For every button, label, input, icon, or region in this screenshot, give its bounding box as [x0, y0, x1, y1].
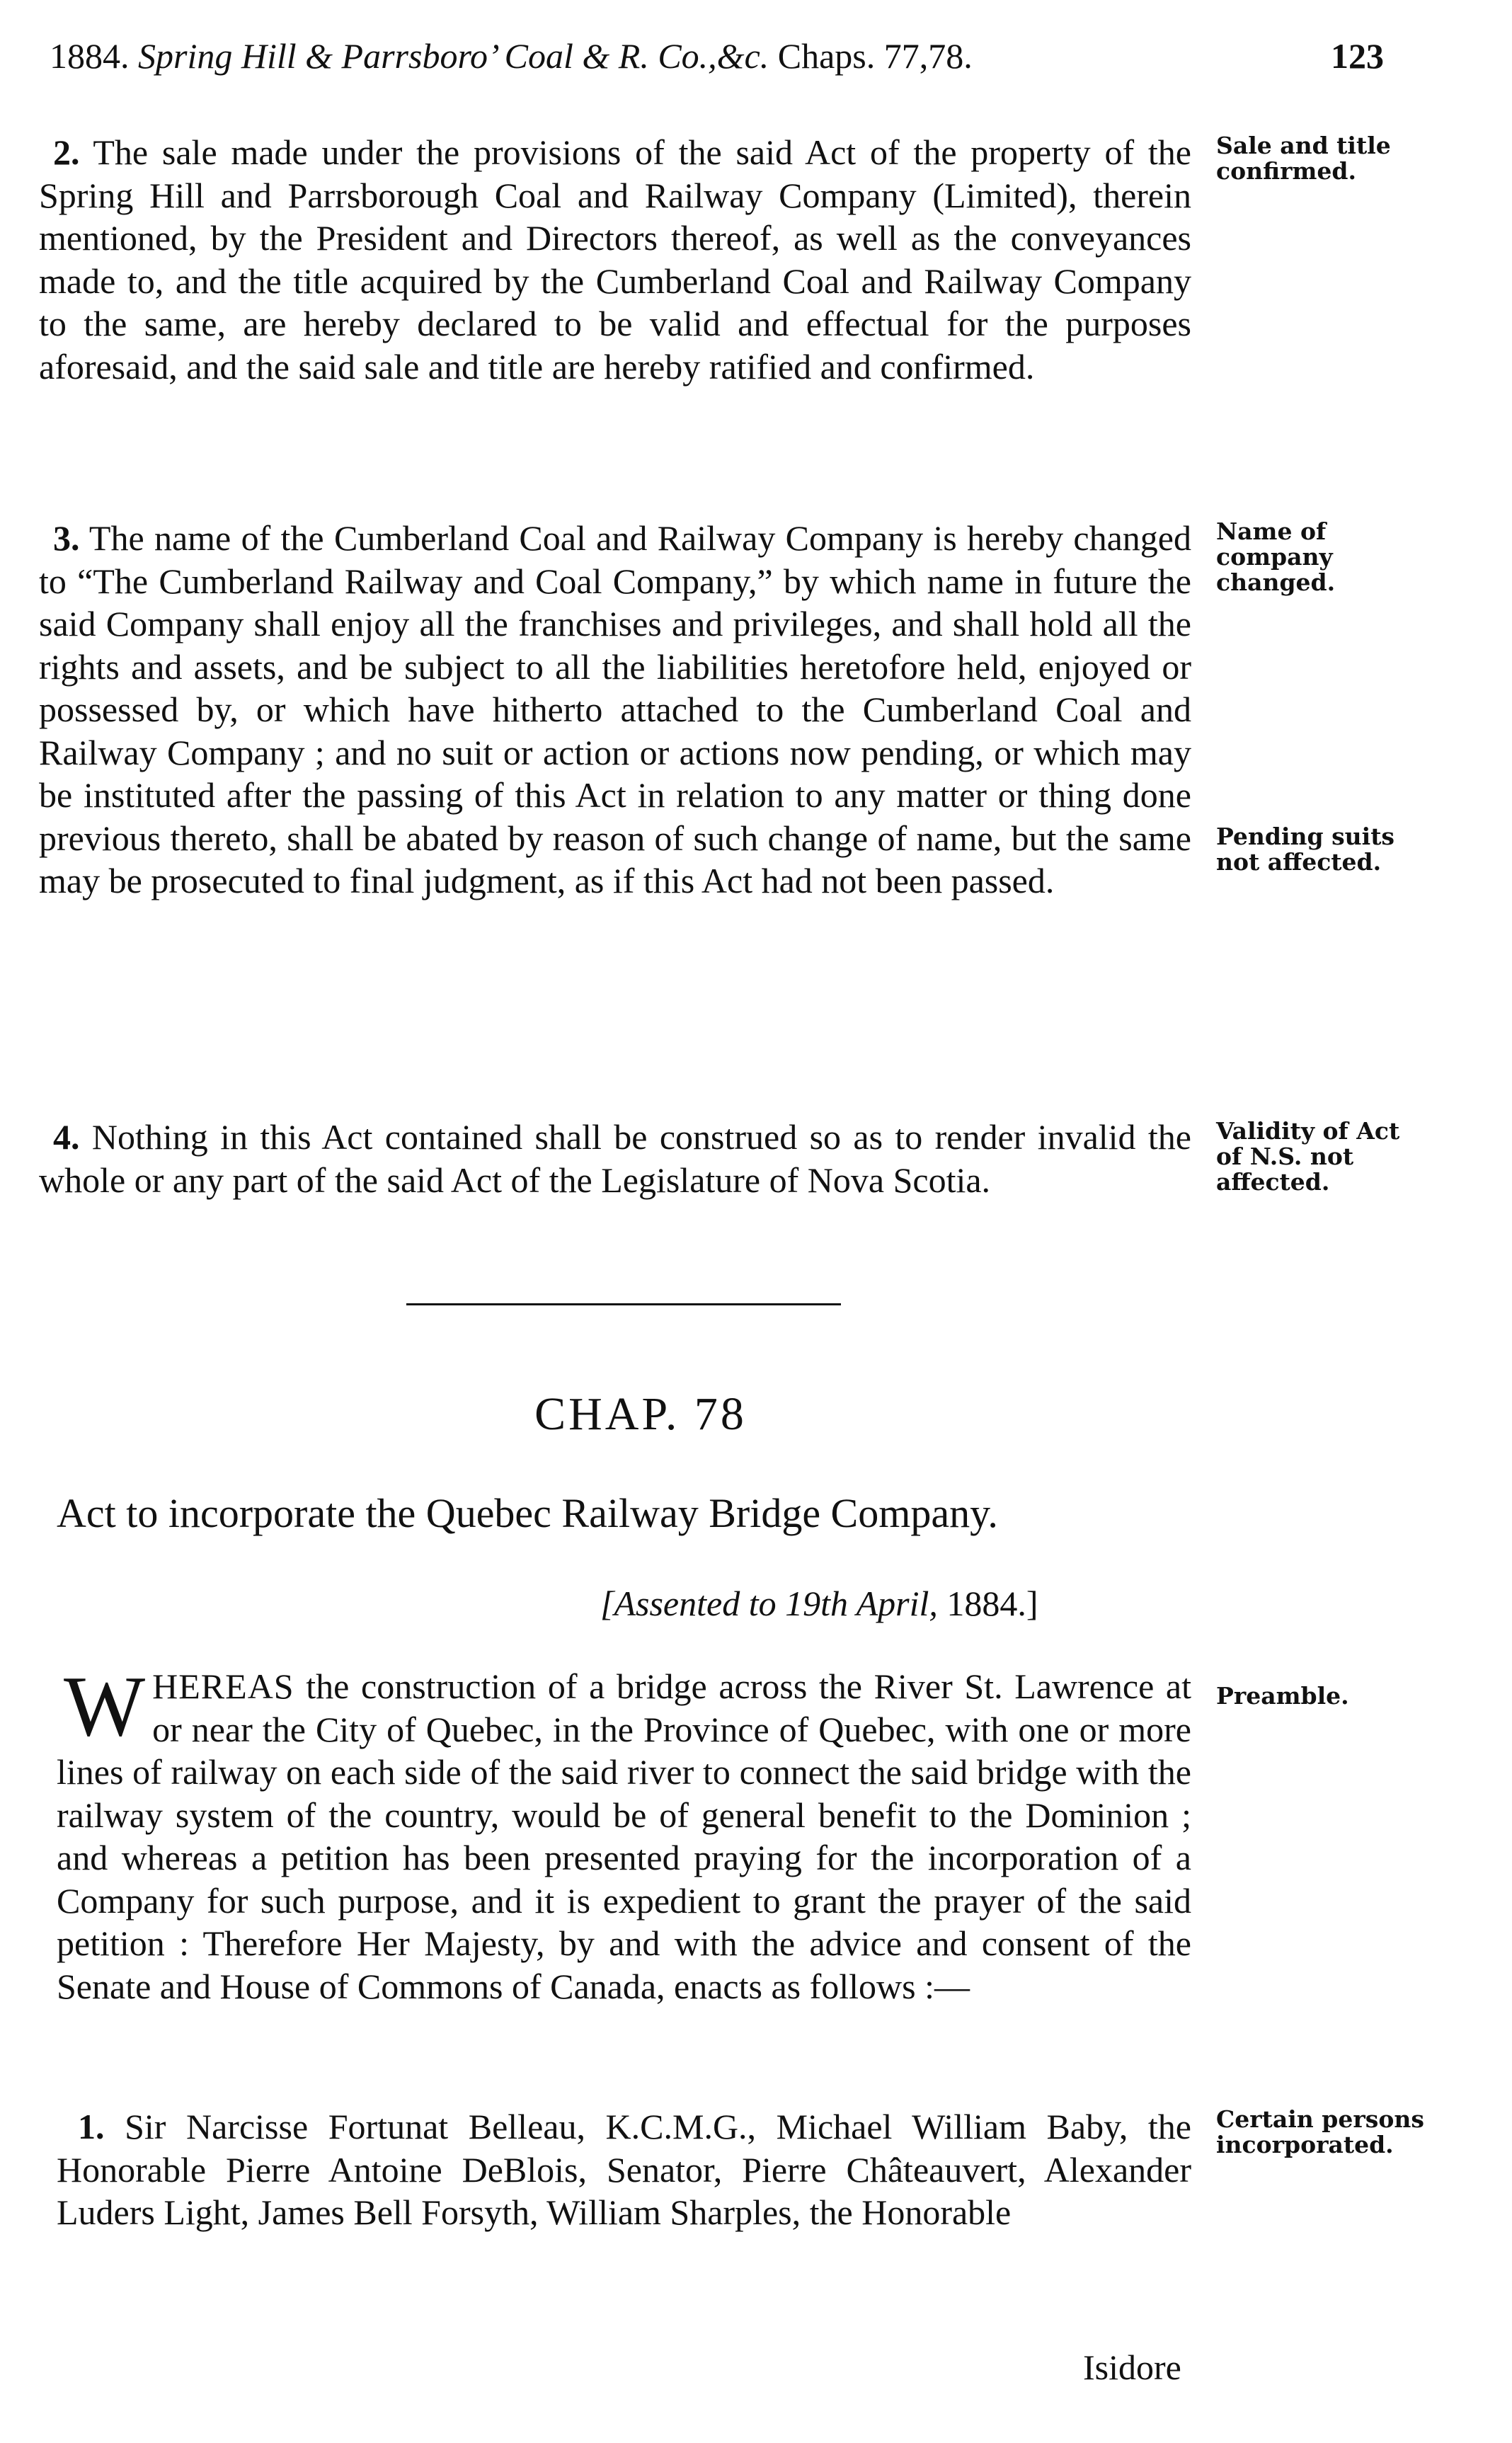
catch-word: Isidore [1083, 2347, 1181, 2387]
chap78-section-1 [57, 2105, 1191, 2234]
assent-date: [Assented to 19th April, [600, 1584, 938, 1623]
section-2 [39, 131, 1191, 388]
margin-note-validity: Validity of Act of N.S. not affected. [1216, 1117, 1400, 1196]
chapter-heading: CHAP. 78 [534, 1388, 747, 1440]
section-divider [406, 1303, 841, 1305]
act-title: Act to incorporate the Quebec Railway Bridge Company. [57, 1490, 998, 1536]
header-chapters: Chaps. 77,78. [777, 36, 973, 76]
section-3-number: 3. [53, 518, 80, 558]
margin-note-sale-title: Sale and title confirmed. [1216, 132, 1391, 185]
section-4 [39, 1116, 1191, 1201]
chap78-section-1-number: 1. [78, 2107, 105, 2146]
running-header [50, 35, 1394, 92]
header-year: 1884. [50, 36, 130, 76]
assent-year: 1884.] [946, 1584, 1038, 1623]
preamble-lead: HEREAS [152, 1666, 294, 1706]
page-number: 123 [1331, 36, 1384, 76]
section-3-text: The name of the Cumberland Coal and Railway Company is hereby changed to “The Cumberland Railway and Coal Company,” by which name in future the said Company shall enjoy all the franchises and privileges, and shall hold all the rights and assets, and be subject to all the liabilities heretofore held, enjoyed or possessed by, or which have hitherto attached to the Cumberland Coal and Railway Company ; and no suit or action or actions now pending, or which may be instituted after the passing of this Act in relation to any matter or thing done previous thereto, shall be abated by reason of such change of name, but the same may be prosecuted to final judgment, as if this Act had not been passed. [39, 518, 1191, 900]
running-title [50, 35, 973, 76]
preamble-text: the construction of a bridge across the River St. Lawrence at or near the City of Quebec, in the Province of Quebec, with one or more lines of railway on each side of the said river to connect the said bridge with the railway system of the country, would be of general benefit to the Dominion ; and whereas a petition has been presented praying for the incorporation of a Company for such purpose, and it is expedient to grant the prayer of the said petition : Therefore Her Majesty, by and with the advice and consent of the Senate and House of Commons of Canada, enacts as follows :— [57, 1666, 1192, 2006]
header-running-title: Spring Hill & Parrsboro’ Coal & R. Co.,&c. [138, 36, 769, 76]
section-4-number: 4. [53, 1117, 80, 1157]
section-2-number: 2. [53, 132, 80, 172]
preamble [57, 1659, 1192, 2008]
margin-note-name-changed: Name of company changed. [1216, 517, 1336, 596]
section-4-text: Nothing in this Act contained shall be construed so as to render invalid the whole or any part of the said Act of the Legislature of Nova Scotia. [39, 1117, 1191, 1200]
section-3 [39, 517, 1191, 903]
section-2-text: The sale made under the provisions of the said Act of the property of the Spring Hill and Parrsborough Coal and Railway Company (Limited), therein mentioned, by the President and Directors thereof, as well as the conveyances made to, and the title acquired by the Cumberland Coal and Railway Company to the same, are hereby declared to be valid and effectual for the purposes aforesaid, and the said sale and title are hereby ratified and confirmed. [39, 132, 1191, 387]
margin-note-persons-incorporated: Certain persons incorporated. [1216, 2105, 1424, 2158]
chap78-section-1-text: Sir Narcisse Fortunat Belleau, K.C.M.G., Michael William Baby, the Honorable Pierre Antoine DeBlois, Senator, Pierre Châteauvert, Alexander Luders Light, James Bell Forsyth, William Sharples, the Honorable [57, 2107, 1191, 2232]
margin-note-pending-suits: Pending suits not affected. [1216, 823, 1395, 876]
margin-note-preamble: Preamble. [1216, 1682, 1349, 1710]
drop-cap: W [64, 1659, 146, 1754]
assent-line [600, 1583, 1038, 1624]
